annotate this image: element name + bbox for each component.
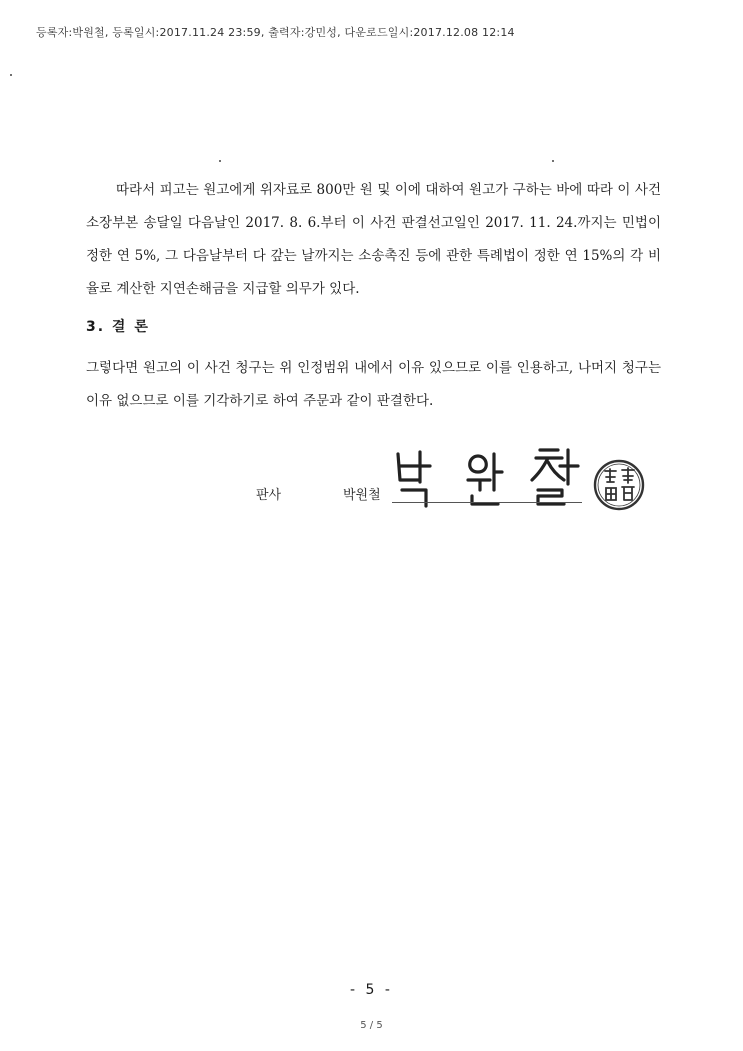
official-seal-stamp (592, 458, 646, 512)
body-paragraph-damages: 따라서 피고는 원고에게 위자료로 800만 원 및 이에 대하여 원고가 구하는 바에 따라 이 사건 소장부본 송달일 다음날인 2017. 8. 6.부터 이 사건 판결선고일인 2017. 11. 24.까지는 민법이 정한 연 5%, 그 다음날부터 다 갚는 날까지는 소송촉진 등에 관한 특례법이 정한 연 15%의 각 비율로 계산한 지연손해금을 지급할 의무가 있다. (86, 182, 661, 297)
handwritten-signature (390, 440, 590, 510)
judge-title-label: 판사 (256, 488, 282, 503)
section-heading-conclusion: 3. 결 론 (86, 319, 150, 335)
scan-speck (219, 160, 221, 162)
judge-name-label: 박원철 (343, 488, 381, 503)
signature-underline (392, 502, 582, 503)
page-count: 5 / 5 (360, 1020, 383, 1031)
scan-speck (10, 74, 12, 76)
body-paragraph-conclusion: 그렇다면 원고의 이 사건 청구는 위 인정범위 내에서 이유 있으므로 이를 인용하고, 나머지 청구는 이유 없으므로 이를 기각하기로 하여 주문과 같이 판결한다. (86, 360, 661, 409)
document-header-info: 등록자:박원철, 등록일시:2017.11.24 23:59, 출력자:강민성, 다운로드일시:2017.12.08 12:14 (36, 26, 515, 39)
scan-speck (552, 160, 554, 162)
page-number: - 5 - (350, 982, 393, 998)
